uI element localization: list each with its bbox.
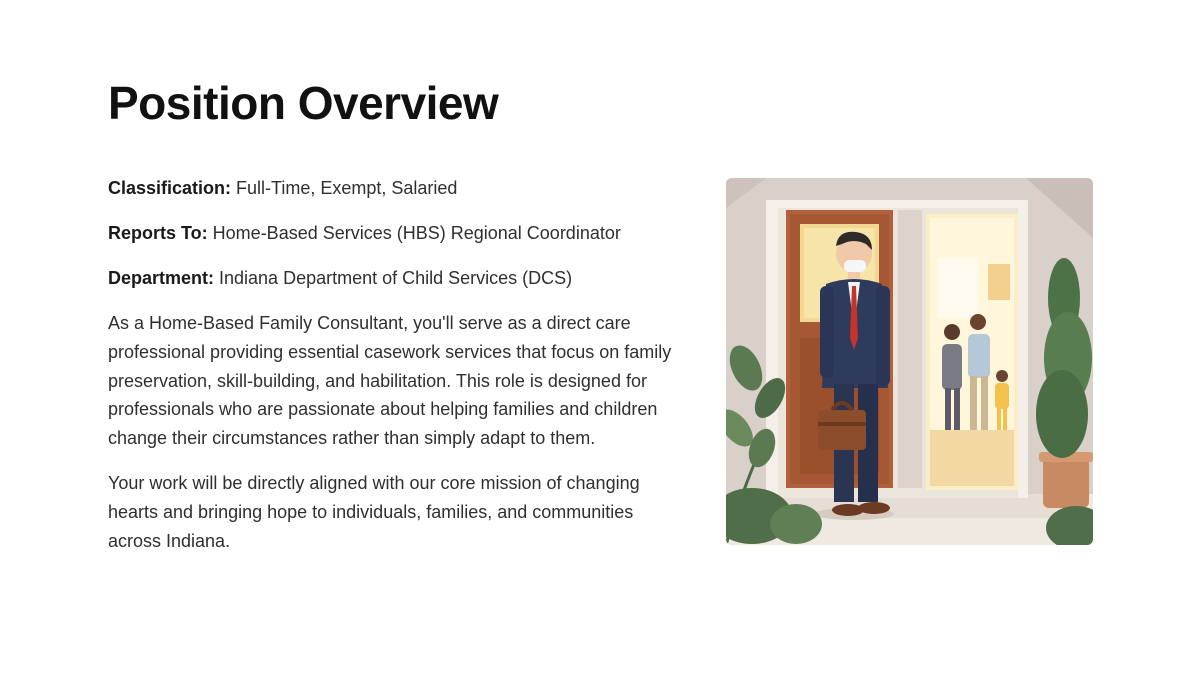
role-description-paragraph: As a Home-Based Family Consultant, you'll serve as a direct care professional providing essential casework services that focus on family preservation, skill-building, and habilitation. This role is designed for professionals who are passionate about helping families and children change their circumstances rather than simply adapt to them. <box>108 313 672 449</box>
classification-value: Full-Time, Exempt, Salaried <box>231 178 458 198</box>
department-label: Department: <box>108 268 215 288</box>
department-line <box>108 264 686 292</box>
mission-paragraph: Your work will be directly aligned with our core mission of changing hearts and bringing hope to individuals, families, and communities across Indiana. <box>108 472 640 551</box>
reports-to-line <box>108 219 686 247</box>
reports-to-value: Home-Based Services (HBS) Regional Coordinator <box>207 223 621 243</box>
classification-label: Classification: <box>108 178 232 198</box>
consultant-at-door-illustration <box>726 178 1093 545</box>
department-value: Indiana Department of Child Services (DCS) <box>214 268 573 288</box>
reports-to-label: Reports To: <box>108 223 208 243</box>
classification-line <box>108 174 686 202</box>
overview-content <box>108 174 686 571</box>
page-title: Position Overview <box>108 77 499 129</box>
